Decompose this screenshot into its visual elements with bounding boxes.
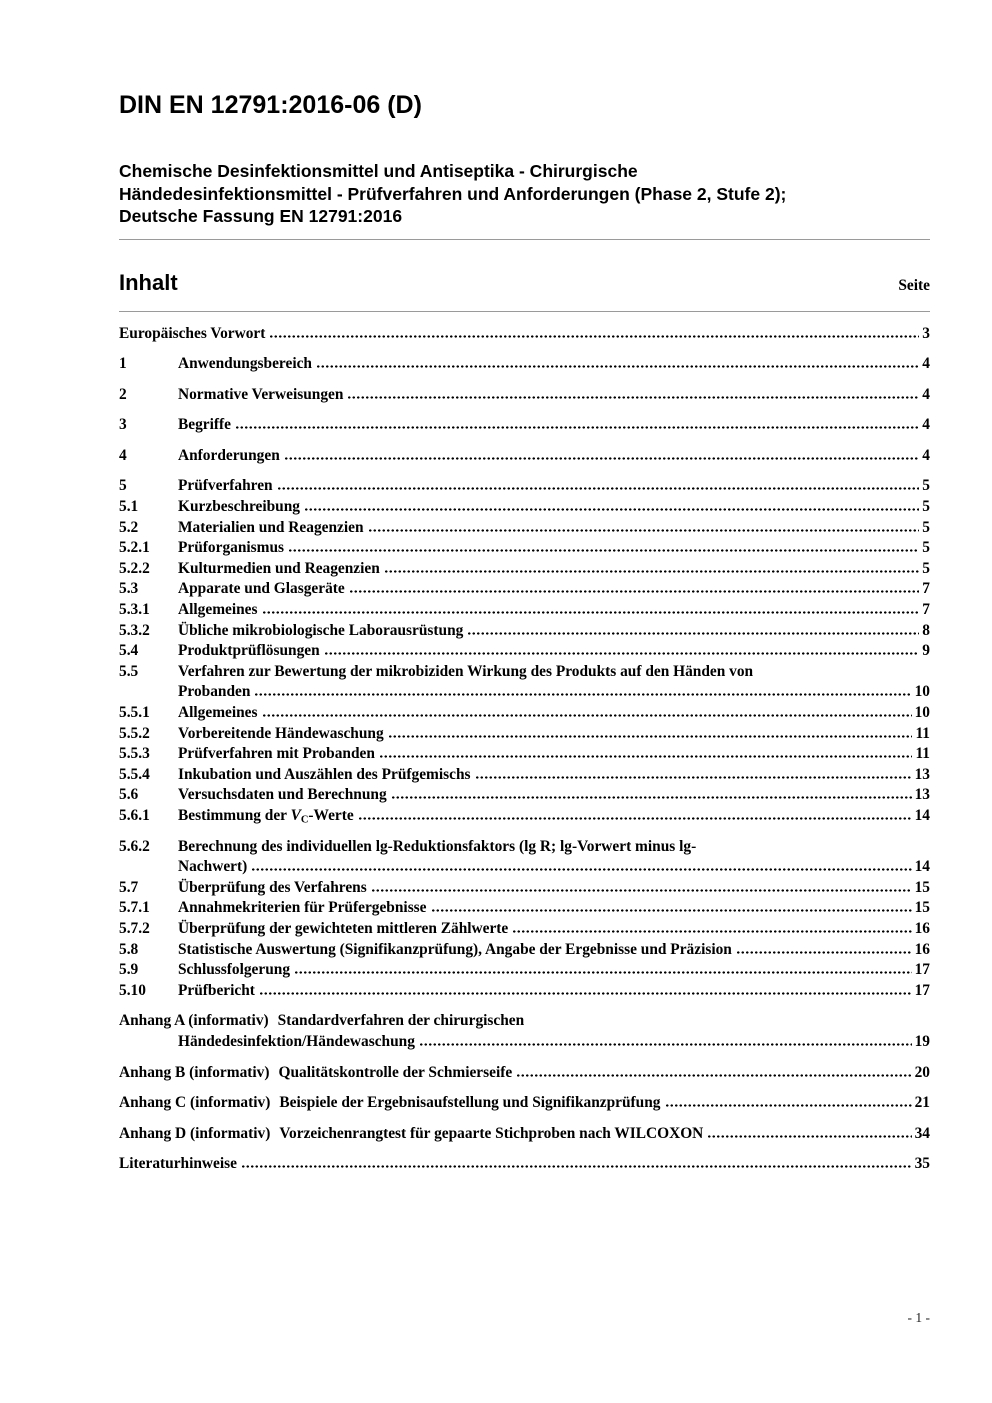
toc-entry-title: Prüfverfahren	[178, 477, 273, 495]
dotted-leader	[707, 1134, 911, 1138]
toc-entry-page: 10	[914, 704, 930, 721]
toc-entry-title: Schlussfolgerung	[178, 961, 291, 979]
toc-entry-line	[119, 1124, 930, 1145]
toc-entry-page: 7	[922, 601, 930, 619]
document-title-line: Deutsche Fassung EN 12791:2016	[119, 206, 403, 226]
toc-entry	[119, 1063, 930, 1084]
toc-entry-line	[119, 497, 930, 518]
toc-entry	[119, 354, 930, 375]
dotted-leader	[736, 950, 912, 954]
toc-entry-line	[119, 324, 930, 345]
toc-entry-number: 5.2	[119, 518, 139, 536]
toc-entry-page: 7	[922, 580, 930, 598]
dotted-leader	[241, 1164, 912, 1168]
dotted-leader	[512, 929, 911, 933]
toc-entry-line	[119, 662, 930, 683]
toc-entry-line	[119, 641, 930, 662]
toc-entry-title: Versuchsdaten und Berechnung	[178, 786, 387, 804]
document-title	[119, 160, 930, 228]
toc-entry-title: Verfahren zur Bewertung der mikrobiziden Wirkung des Produkts auf den Händen von	[178, 662, 754, 680]
toc-entry	[119, 641, 930, 662]
toc-entry-title: Materialien und Reagenzien	[178, 518, 364, 536]
toc-entry-title-continued: Händedesinfektion/Händewaschung	[178, 1032, 415, 1050]
dotted-leader	[277, 486, 920, 490]
toc-entry-page: 5	[922, 498, 930, 516]
toc-entry-number: 5.5.4	[119, 765, 150, 783]
dotted-leader	[388, 734, 913, 738]
toc-entry-number: 5.6.1	[119, 806, 150, 824]
document-title-line: Chemische Desinfektionsmittel und Antiseptika - Chirurgische	[119, 161, 638, 181]
toc-header	[119, 268, 930, 298]
toc-entry	[119, 960, 930, 981]
toc-entry-title: Bestimmung der $V_C$-Werte	[178, 806, 354, 826]
toc-entry-line-continued	[119, 1032, 930, 1053]
toc-entry-title: Überprüfung des Verfahrens	[178, 878, 367, 896]
toc-entry-number: Anhang A (informativ)	[119, 1012, 269, 1030]
toc-entry-title: Annahmekriterien für Prüfergebnisse	[178, 899, 427, 917]
toc-entry-page: 5	[922, 539, 930, 557]
toc-entry-line	[119, 806, 930, 827]
toc-entry-number: 4	[119, 446, 127, 464]
toc-entry-line	[119, 559, 930, 580]
toc-divider	[119, 311, 930, 312]
toc-entry	[119, 806, 930, 827]
dotted-leader	[516, 1073, 911, 1077]
dotted-leader	[294, 970, 912, 974]
toc-entry	[119, 579, 930, 600]
dotted-leader	[358, 816, 912, 820]
toc-entry-title-continued: Nachwert)	[178, 858, 248, 876]
toc-entry-line	[119, 724, 930, 745]
toc-entry-line	[119, 898, 930, 919]
toc-entry-page: 5	[922, 559, 930, 577]
dotted-leader	[269, 334, 919, 338]
toc-entry-number: 3	[119, 416, 127, 434]
toc-entry-number: 5.4	[119, 642, 139, 660]
toc-entry	[119, 1124, 930, 1145]
toc-entry-page: 5	[922, 477, 930, 495]
toc-entry-title-continued: Probanden	[178, 683, 251, 701]
toc-entry-line	[119, 960, 930, 981]
dotted-leader	[475, 775, 912, 779]
toc-entry-page: 20	[914, 1063, 930, 1081]
toc-entry-line	[119, 837, 930, 858]
toc-entry-page: 19	[914, 1032, 930, 1050]
toc-entry-title: Produktprüflösungen	[178, 642, 320, 660]
toc-entry	[119, 621, 930, 642]
toc-entry-title: Vorzeichenrangtest für gepaarte Stichproben nach WILCOXON	[279, 1124, 704, 1142]
toc-entry-title: Prüforganismus	[178, 539, 285, 557]
toc-entry-page: 15	[914, 878, 930, 896]
toc-entry-line	[119, 538, 930, 559]
toc-entry	[119, 837, 930, 878]
dotted-leader	[391, 795, 912, 799]
toc-entry-number: 5	[119, 477, 127, 495]
toc-entry-page: 17	[914, 981, 930, 999]
toc-entry-title: Begriffe	[178, 416, 231, 434]
toc-entry-page: 9	[922, 642, 930, 660]
toc-entry-title: Prüfverfahren mit Probanden	[178, 745, 375, 763]
toc-entry-number: 1	[119, 355, 127, 373]
toc-entry	[119, 785, 930, 806]
toc-entry-number: 5.2.1	[119, 539, 150, 557]
toc-entry	[119, 538, 930, 559]
toc-entry-line	[119, 981, 930, 1002]
toc-entry	[119, 1011, 930, 1052]
toc-entry-number: Anhang B (informativ)	[119, 1063, 270, 1081]
dotted-leader	[467, 631, 919, 635]
dotted-leader	[304, 507, 919, 511]
toc-entry-number: 5.10	[119, 981, 146, 999]
toc-entry-line	[119, 744, 930, 765]
toc-entry	[119, 919, 930, 940]
toc-entry-number: 5.5.1	[119, 704, 150, 721]
toc-entry-line	[119, 621, 930, 642]
dotted-leader	[262, 713, 912, 717]
toc-entry	[119, 703, 930, 724]
toc-entry-line	[119, 354, 930, 375]
toc-entry-page: 13	[914, 765, 930, 783]
toc-entry-number: 5.1	[119, 498, 139, 516]
toc-entry	[119, 1093, 930, 1114]
toc-entry-page: 8	[922, 621, 930, 639]
dotted-leader	[384, 569, 919, 573]
toc-entry-page: 34	[914, 1124, 930, 1142]
toc-entry-line	[119, 785, 930, 806]
toc-entry-page: 3	[922, 324, 930, 342]
toc-entry-page: 17	[914, 961, 930, 979]
toc-entry-number: 5.2.2	[119, 559, 150, 577]
toc-entry-line	[119, 765, 930, 786]
dotted-leader	[251, 867, 911, 871]
toc-entry-title: Vorbereitende Händewaschung	[178, 724, 384, 742]
toc-entry-page: 5	[922, 518, 930, 536]
toc-entry-title: Berechnung des individuellen lg-Reduktionsfaktors (lg R; lg-Vorwert minus lg-	[178, 837, 697, 855]
toc-entry-title: Kulturmedien und Reagenzien	[178, 559, 380, 577]
dotted-leader	[316, 364, 919, 368]
toc-entry-title: Apparate und Glasgeräte	[178, 580, 345, 598]
dotted-leader	[371, 888, 912, 892]
toc-entry-title: Prüfbericht	[178, 981, 255, 999]
toc-entry-line	[119, 1063, 930, 1084]
toc-entry	[119, 518, 930, 539]
toc-entry	[119, 385, 930, 406]
toc-entry-title: Literaturhinweise	[119, 1155, 237, 1173]
toc-entry-number: 5.5.2	[119, 724, 150, 742]
toc-entry-title: Standardverfahren der chirurgischen	[277, 1012, 525, 1030]
header-divider	[119, 239, 930, 240]
toc-entry-number: 5.7	[119, 878, 139, 896]
toc-entry-page: 11	[915, 745, 930, 763]
toc-list	[119, 324, 930, 1175]
toc-page-column-label: Seite	[898, 276, 930, 294]
toc-entry-title: Beispiele der Ergebnisaufstellung und Signifikanzprüfung	[279, 1094, 661, 1112]
toc-entry-page: 13	[914, 786, 930, 804]
toc-entry-page: 4	[922, 385, 930, 403]
document-title-line: Händedesinfektionsmittel - Prüfverfahren und Anforderungen (Phase 2, Stufe 2);	[119, 183, 787, 204]
toc-entry	[119, 662, 930, 703]
toc-entry-page: 35	[914, 1155, 930, 1173]
toc-entry-title: Inkubation und Auszählen des Prüfgemischs	[178, 765, 471, 783]
toc-entry	[119, 724, 930, 745]
toc-entry-page: 10	[914, 683, 930, 701]
toc-entry-number: Anhang D (informativ)	[119, 1124, 271, 1142]
toc-entry	[119, 324, 930, 345]
toc-entry-title: Anwendungsbereich	[178, 355, 312, 373]
toc-entry-title: Übliche mikrobiologische Laborausrüstung	[178, 621, 464, 639]
toc-entry-number: 5.6.2	[119, 837, 150, 855]
toc-entry-number: Anhang C (informativ)	[119, 1094, 271, 1112]
toc-entry-title: Europäisches Vorwort	[119, 324, 266, 342]
toc-entry-line	[119, 446, 930, 467]
toc-entry-number: 5.5.3	[119, 745, 150, 763]
toc-entry-line	[119, 1093, 930, 1114]
toc-entry	[119, 898, 930, 919]
toc-entry-number: 5.9	[119, 961, 139, 979]
dotted-leader	[288, 548, 919, 552]
dotted-leader	[368, 528, 920, 532]
toc-entry-page: 14	[914, 858, 930, 876]
toc-entry-line	[119, 476, 930, 497]
toc-entry-page: 4	[922, 416, 930, 434]
toc-entry-page: 16	[914, 940, 930, 958]
toc-entry-line	[119, 1011, 930, 1032]
toc-entry-title: Allgemeines	[178, 704, 258, 721]
toc-entry-line	[119, 415, 930, 436]
toc-entry-page: 21	[914, 1094, 930, 1112]
toc-entry-number: 5.3.1	[119, 601, 150, 619]
toc-entry-page: 4	[922, 446, 930, 464]
toc-entry	[119, 1154, 930, 1175]
toc-entry	[119, 600, 930, 621]
dotted-leader	[259, 991, 912, 995]
toc-entry-number: 5.3.2	[119, 621, 150, 639]
toc-entry	[119, 415, 930, 436]
toc-entry-line	[119, 703, 930, 724]
toc-entry-line	[119, 518, 930, 539]
dotted-leader	[347, 395, 919, 399]
toc-entry-line	[119, 579, 930, 600]
dotted-leader	[349, 589, 920, 593]
toc-entry-number: 5.3	[119, 580, 139, 598]
toc-entry	[119, 476, 930, 497]
toc-entry-number: 2	[119, 385, 127, 403]
toc-entry-page: 14	[914, 806, 930, 824]
toc-entry-title: Normative Verweisungen	[178, 385, 344, 403]
document-code: DIN EN 12791:2016-06 (D)	[119, 91, 422, 119]
dotted-leader	[284, 456, 920, 460]
toc-entry-line	[119, 878, 930, 899]
toc-heading: Inhalt	[119, 269, 178, 295]
page-number-footer: - 1 -	[907, 1310, 930, 1325]
dotted-leader	[235, 425, 919, 429]
toc-entry	[119, 940, 930, 961]
toc-entry-line-continued	[119, 857, 930, 878]
toc-entry-number: 5.7.2	[119, 919, 150, 937]
toc-entry-title: Überprüfung der gewichteten mittleren Zählwerte	[178, 919, 509, 937]
toc-entry-line	[119, 600, 930, 621]
toc-entry-page: 4	[922, 355, 930, 373]
toc-entry-line	[119, 919, 930, 940]
toc-entry	[119, 981, 930, 1002]
toc-entry	[119, 446, 930, 467]
toc-entry-number: 5.8	[119, 940, 139, 958]
toc-entry-title: Kurzbeschreibung	[178, 498, 300, 516]
toc-entry	[119, 497, 930, 518]
toc-entry-line-continued	[119, 682, 930, 703]
toc-entry-number: 5.7.1	[119, 899, 150, 917]
toc-entry-title: Statistische Auswertung (Signifikanzprüfung), Angabe der Ergebnisse und Präzision	[178, 940, 732, 958]
toc-entry-page: 15	[914, 899, 930, 917]
toc-entry-line	[119, 940, 930, 961]
toc-entry-title: Allgemeines	[178, 601, 258, 619]
dotted-leader	[324, 651, 920, 655]
toc-entry-line	[119, 1154, 930, 1175]
toc-entry-title: Qualitätskontrolle der Schmierseife	[278, 1063, 513, 1081]
toc-entry-title: Anforderungen	[178, 446, 280, 464]
toc-entry	[119, 744, 930, 765]
toc-entry-page: 16	[914, 919, 930, 937]
toc-entry	[119, 765, 930, 786]
toc-entry	[119, 559, 930, 580]
toc-entry-number: 5.5	[119, 662, 139, 680]
toc-entry-line	[119, 385, 930, 406]
dotted-leader	[419, 1042, 912, 1046]
toc-entry-number: 5.6	[119, 786, 139, 804]
dotted-leader	[379, 754, 913, 758]
dotted-leader	[254, 692, 911, 696]
toc-entry	[119, 878, 930, 899]
dotted-leader	[431, 908, 912, 912]
dotted-leader	[665, 1103, 912, 1107]
dotted-leader	[262, 610, 920, 614]
toc-entry-page: 11	[915, 724, 930, 742]
